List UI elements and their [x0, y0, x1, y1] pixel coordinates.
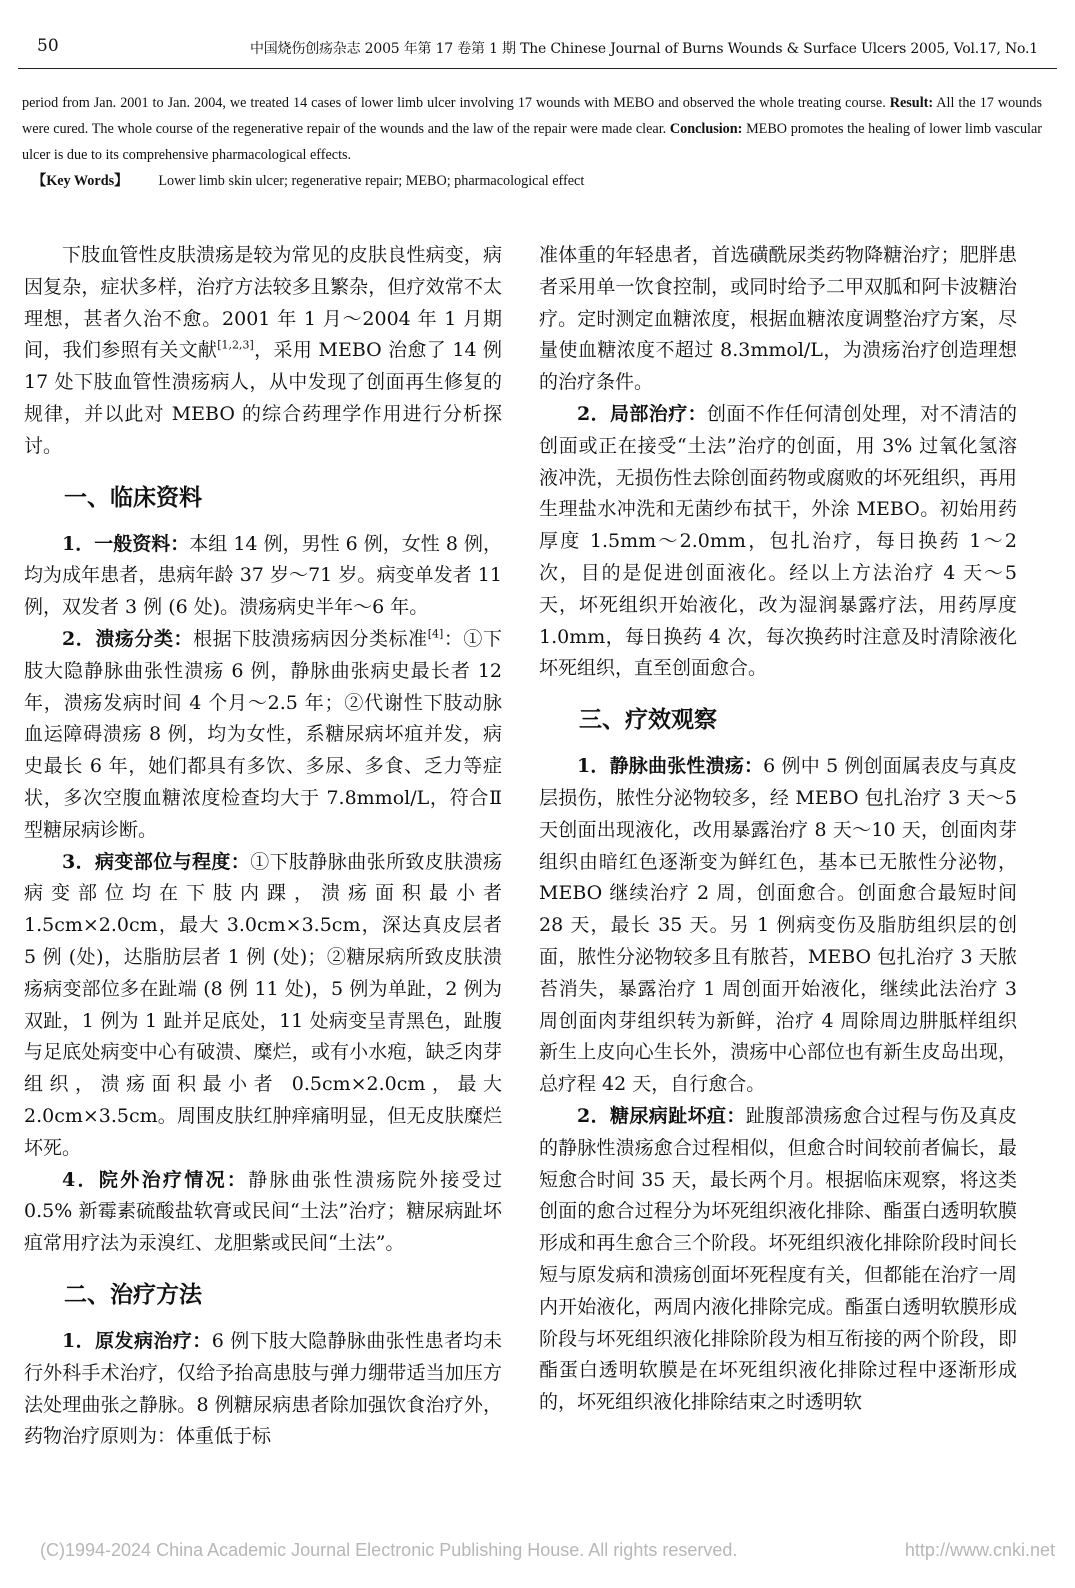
intro-text-a: 下肢血管性皮肤溃疡是较为常见的皮肤良性病变，病因复杂，症状多样，治疗方法较多且繁杂，但疗效常不太理想，甚者久治不愈。2001 年 1 月～2004 年 1 月期间，我们参照有关文献 [24, 244, 502, 362]
abstract-methods-text: period from Jan. 2001 to Jan. 2004, we treated 14 cases of lower limb ulcer involving 17 wounds with MEBO and observed the whole treating course. [22, 95, 886, 111]
paragraph-label: 2．糖尿病趾坏疽： [577, 1104, 746, 1127]
result-label: Result: [889, 95, 934, 111]
header-rule [18, 68, 1057, 69]
keywords-label: 【Key Words】 [32, 173, 129, 189]
abstract [22, 90, 1042, 194]
result-text: All the 17 wounds were cured. The whole course of the regenerative repair of the wounds and the law of the repair were made clear. [22, 95, 1043, 137]
paragraph-text: 本组 14 例，男性 6 例，女性 8 例，均为成年患者，患病年龄 37 岁～71 岁。病变单发者 11 例，双发者 3 例 (6 处)。溃疡病史半年～6 年。 [24, 532, 502, 619]
watermark-footer [40, 1540, 1055, 1561]
paragraph-general-data [24, 529, 502, 624]
paragraph-lesion-site [24, 847, 502, 1165]
section-heading-treatment: 二、治疗方法 [64, 1280, 202, 1308]
intro-text-b: ，采用 MEBO 治愈了 14 例 17 处下肢血管性溃疡病人，从中发现了创面再生修复的规律，并以此对 MEBO 的综合药理学作用进行分析探讨。 [24, 339, 502, 457]
paragraph-label: 2．局部治疗： [577, 402, 708, 425]
conclusion-text: MEBO promotes the healing of lower limb vascular ulcer is due to its comprehensive pharmacological effects. [22, 121, 1042, 163]
paragraph-prior-treatment [24, 1165, 502, 1260]
paragraph-diabetic-gangrene [539, 1101, 1017, 1419]
paragraph-local-treatment [539, 399, 1017, 685]
intro-paragraph [24, 240, 502, 463]
left-column [24, 240, 502, 1453]
paragraph-text: 静脉曲张性溃疡院外接受过 0.5% 新霉素硫酸盐软膏或民间“土法”治疗；糖尿病趾坏疽常用疗法为汞溴红、龙胆紫或民间“土法”。 [24, 1168, 502, 1255]
section-heading-clinical-data: 一、临床资料 [64, 483, 202, 511]
reference: [4] [427, 627, 444, 641]
paragraph-label: 1．原发病治疗： [62, 1329, 212, 1352]
paragraph-text: 创面不作任何清创处理，对不清洁的创面或正在接受“土法”治疗的创面，用 3% 过氧化氢溶液冲洗，无损伤性去除创面药物或腐败的坏死组织，再用生理盐水冲洗和无菌纱布拭干，外涂 MEBO。初始用药厚度 1.5mm～2.0mm，包扎治疗，每日换药 1～2 次，目的是促进创面液化。经以上方法治疗 4 天～5 天，坏死组织开始液化，改为湿润暴露疗法，用药厚度 1.0mm，每日换药 4 次，每次换药时注意及时清除液化坏死组织，直至创面愈合。 [539, 402, 1017, 680]
intro-reference: [1,2,3] [217, 339, 254, 353]
right-column [539, 240, 1017, 1419]
keywords-text: Lower limb skin ulcer; regenerative repair; MEBO; pharmacological effect [158, 173, 585, 189]
keywords-line [22, 168, 1042, 194]
paragraph-primary-disease-treatment [24, 1326, 502, 1453]
paragraph-ulcer-classification [24, 624, 502, 847]
paragraph-text: 6 例中 5 例创面属表皮与真皮层损伤，脓性分泌物较多，经 MEBO 包扎治疗 3 天～5 天创面出现液化，改用暴露治疗 8 天～10 天，创面肉芽组织由暗红色逐渐变为鲜红色，基本已无脓性分泌物，MEBO 继续治疗 2 周，创面愈合。创面愈合最短时间 28 天，最长 35 天。另 1 例病变伤及脂肪组织层的创面，脓性分泌物较多且有脓苔，MEBO 包扎治疗 3 天脓苔消失，暴露治疗 1 周创面开始液化，继续此法治疗 3 周创面肉芽组织转为新鲜，治疗 4 周除周边肼胝样组织新生上皮向心生长外，溃疡中心部位也有新生皮岛出现，总疗程 42 天，自行愈合。 [539, 755, 1017, 1096]
page-number: 50 [37, 36, 59, 56]
paragraph-text: 6 例下肢大隐静脉曲张性患者均未行外科手术治疗，仅给予抬高患肢与弹力绷带适当加压方法处理曲张之静脉。8 例糖尿病患者除加强饮食治疗外，药物治疗原则为：体重低于标 [24, 1329, 502, 1448]
paragraph-text: 根据下肢溃疡病因分类标准 [193, 627, 428, 650]
paragraph-label: 4．院外治疗情况： [62, 1168, 249, 1191]
copyright-notice: (C)1994-2024 China Academic Journal Electronic Publishing House. All rights reserved. [40, 1540, 738, 1560]
paragraph-label: 1．静脉曲张性溃疡： [577, 755, 764, 778]
paragraph-label: 2．溃疡分类： [62, 627, 194, 650]
paragraph-continuation: 准体重的年轻患者，首选磺酰尿类药物降糖治疗；肥胖患者采用单一饮食控制，或同时给予二甲双胍和阿卡波糖治疗。定时测定血糖浓度，根据血糖浓度调整治疗方案，尽量使血糖浓度不超过 8.3mmol/L，为溃疡治疗创造理想的治疗条件。 [539, 244, 1017, 394]
running-header: 中国烧伤创疡杂志 2005 年第 17 卷第 1 期 The Chinese Journal of Burns Wounds & Surface Ulcers 2005, Vol.17, No.1 [250, 41, 1038, 57]
paragraph-text: 趾腹部溃疡愈合过程与伤及真皮的静脉性溃疡愈合过程相似，但愈合时间较前者偏长，最短愈合时间 35 天，最长两个月。根据临床观察，将这类创面的愈合过程分为坏死组织液化排除、酯蛋白透明软膜形成和再生愈合三个阶段。坏死组织液化排除阶段时间长短与原发病和溃疡创面坏死程度有关，但都能在治疗一周内开始液化，两周内液化排除完成。酯蛋白透明软膜形成阶段与坏死组织液化排除阶段为相互衔接的两个阶段，即酯蛋白透明软膜是在坏死组织液化排除过程中逐渐形成的，坏死组织液化排除结束之时透明软 [539, 1104, 1017, 1414]
paragraph-text: ①下肢静脉曲张所致皮肤溃疡病变部位均在下肢内踝，溃疡面积最小者 1.5cm×2.0cm，最大 3.0cm×3.5cm，深达真皮层者 5 例 (处)，达脂肪层者 1 例 (处)；②糖尿病所致皮肤溃疡病变部位多在趾端 (8 例 11 处)，5 例为单趾，2 例为双趾，1 例为 1 趾并足底处，11 处病变呈青黑色，趾腹与足底处病变中心有破溃、糜烂，或有小水疱，缺乏肉芽组织，溃疡面积最小者 0.5cm×2.0cm，最大 2.0cm×3.5cm。周围皮肤红肿痒痛明显，但无皮肤糜烂坏死。 [24, 850, 502, 1159]
paragraph-venous-ulcer [539, 751, 1017, 1101]
paragraph-label: 3．病变部位与程度： [62, 850, 251, 873]
conclusion-label: Conclusion: [669, 121, 743, 137]
paragraph-label: 1．一般资料： [62, 532, 190, 555]
footer-url: http://www.cnki.net [904, 1540, 1055, 1560]
paragraph-text: ：①下肢大隐静脉曲张性溃疡 6 例，静脉曲张病史最长者 12 年，溃疡发病时间 4 个月～2.5 年；②代谢性下肢动脉血运障碍溃疡 8 例，均为女性，系糖尿病坏疽并发，病史最长 6 年，她们都具有多饮、多尿、多食、乏力等症状，多次空腹血糖浓度检查均大于 7.8mmol/L，符合Ⅱ型糖尿病诊断。 [24, 627, 502, 841]
section-heading-outcome: 三、疗效观察 [579, 706, 717, 734]
abstract-body [22, 90, 1042, 168]
